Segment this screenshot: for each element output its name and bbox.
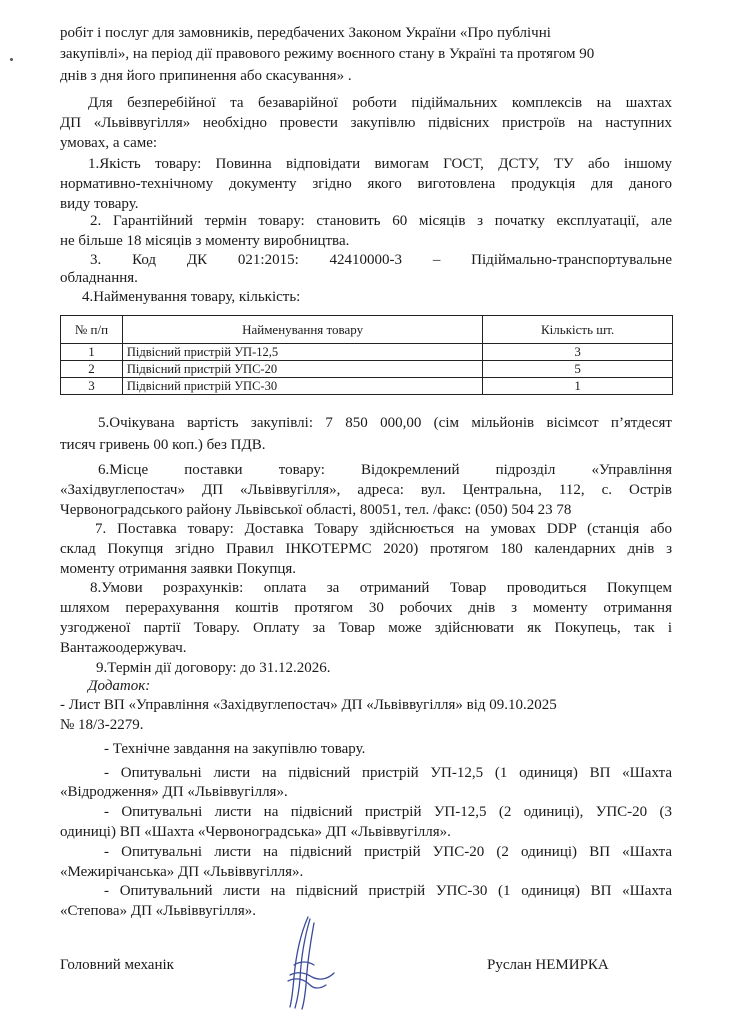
table-row — [61, 361, 673, 378]
clause-8-line-3: узгодженої партії Товару. Оплату за Товар може здійснювати як Покупець, так і — [60, 620, 672, 636]
clause-6-line-1: 6.Місце поставки товару: Відокремлений підрозділ «Управління — [98, 462, 672, 478]
clause-7-line-3: моменту отримання заявки Покупця. — [60, 561, 297, 577]
handwritten-signature — [270, 915, 350, 1010]
signatory-position: Головний механік — [60, 957, 174, 973]
annex-item-5-line-2: «Межирічанська» ДП «Львіввугілля». — [60, 864, 304, 880]
annex-title: Додаток: — [88, 678, 151, 694]
header-qty: Кількість шт. — [483, 316, 673, 344]
purpose-line-1: Для безперебійної та безаварійної роботи підіймальних комплексів на шахтах — [88, 95, 672, 111]
annex-item-5-line-1: - Опитувальні листи на підвісний пристрій УПС-20 (2 одиниці) ВП «Шахта — [104, 844, 672, 860]
row-num: 3 — [61, 378, 123, 395]
row-num: 2 — [61, 361, 123, 378]
margin-dot — [10, 58, 13, 61]
row-name: Підвісний пристрій УПС-30 — [122, 378, 482, 395]
table-row — [61, 378, 673, 395]
clause-5-line-2: тисяч гривень 00 коп.) без ПДВ. — [60, 437, 266, 453]
goods-table — [60, 315, 673, 395]
clause-3-line-2: обладнання. — [60, 270, 138, 286]
annex-item-2: - Технічне завдання на закупівлю товару. — [104, 741, 366, 757]
row-qty: 1 — [483, 378, 673, 395]
clause-4-heading: 4.Найменування товару, кількість: — [82, 289, 301, 305]
purpose-line-2: ДП «Львіввугілля» необхідно провести закупівлю підвісних пристроїв на наступних — [60, 115, 672, 131]
clause-8-line-1: 8.Умови розрахунків: оплата за отриманий Товар проводиться Покупцем — [90, 580, 672, 596]
clause-2-line-2: не більше 18 місяців з моменту виробництва. — [60, 233, 350, 249]
clause-1-line-1: 1.Якість товару: Повинна відповідати вимогам ГОСТ, ДСТУ, ТУ або іншому — [88, 156, 672, 172]
table-header-row — [61, 316, 673, 344]
annex-item-6-line-1: - Опитувальний листи на підвісний пристрій УПС-30 (1 одиниця) ВП «Шахта — [104, 883, 672, 899]
clause-7-line-2: склад Покупця згідно Правил ІНКОТЕРМС 2020) протягом 180 календарних днів з — [60, 541, 672, 557]
row-name: Підвісний пристрій УП-12,5 — [122, 344, 482, 361]
clause-6-line-3: Червоноградського району Львівської області, 80051, тел. /факс: (050) 504 23 78 — [60, 502, 572, 518]
row-num: 1 — [61, 344, 123, 361]
clause-7-line-1: 7. Поставка товару: Доставка Товару здійснюється на умовах DDP (станція або — [95, 521, 672, 537]
intro-line-3: днів з дня його припинення або скасування» . — [60, 68, 352, 84]
clause-2-line-1: 2. Гарантійний термін товару: становить 60 місяців з початку експлуатації, але — [90, 213, 672, 229]
clause-6-line-2: «Західвуглепостач» ДП «Львіввугілля», адреса: вул. Центральна, 112, с. Острів — [60, 482, 672, 498]
clause-3-line-1: 3. Код ДК 021:2015: 42410000-3 – Підіймально-транспортувальне — [90, 252, 672, 268]
annex-item-1-line-2: № 18/3-2279. — [60, 717, 144, 733]
annex-item-6-line-2: «Степова» ДП «Львіввугілля». — [60, 903, 257, 919]
table-row — [61, 344, 673, 361]
row-name: Підвісний пристрій УПС-20 — [122, 361, 482, 378]
clause-9-line: 9.Термін дії договору: до 31.12.2026. — [96, 660, 331, 676]
intro-line-1: робіт і послуг для замовників, передбачених Законом України «Про публічні — [60, 25, 551, 41]
row-qty: 3 — [483, 344, 673, 361]
clause-1-line-3: виду товару. — [60, 196, 139, 212]
annex-item-3-line-2: «Відродження» ДП «Львіввугілля». — [60, 784, 288, 800]
annex-item-4-line-1: - Опитувальні листи на підвісний пристрій УП-12,5 (2 одиниці), УПС-20 (3 — [104, 804, 672, 820]
intro-line-2: закупівлі», на період дії правового режиму воєнного стану в Україні та протягом 90 — [60, 46, 595, 62]
signatory-name: Руслан НЕМИРКА — [487, 957, 609, 973]
row-qty: 5 — [483, 361, 673, 378]
clause-8-line-2: шляхом перерахування коштів протягом 30 робочих днів з моменту отримання — [60, 600, 672, 616]
clause-1-line-2: нормативно-технічному документу згідно якого виготовлена продукція для даного — [60, 176, 672, 192]
annex-item-1-line-1: - Лист ВП «Управління «Західвуглепостач» ДП «Львіввугілля» від 09.10.2025 — [60, 697, 557, 713]
annex-item-4-line-2: одиниці) ВП «Шахта «Червоноградська» ДП «Львіввугілля». — [60, 824, 451, 840]
purpose-line-3: умовах, а саме: — [60, 135, 158, 151]
annex-item-3-line-1: - Опитувальні листи на підвісний пристрій УП-12,5 (1 одиниця) ВП «Шахта — [104, 765, 672, 781]
clause-8-line-4: Вантажоодержувач. — [60, 640, 187, 656]
clause-5-line-1: 5.Очікувана вартість закупівлі: 7 850 000,00 (сім мільйонів вісімсот п’ятдесят — [98, 415, 672, 431]
header-num: № п/п — [61, 316, 123, 344]
header-name: Найменування товару — [122, 316, 482, 344]
